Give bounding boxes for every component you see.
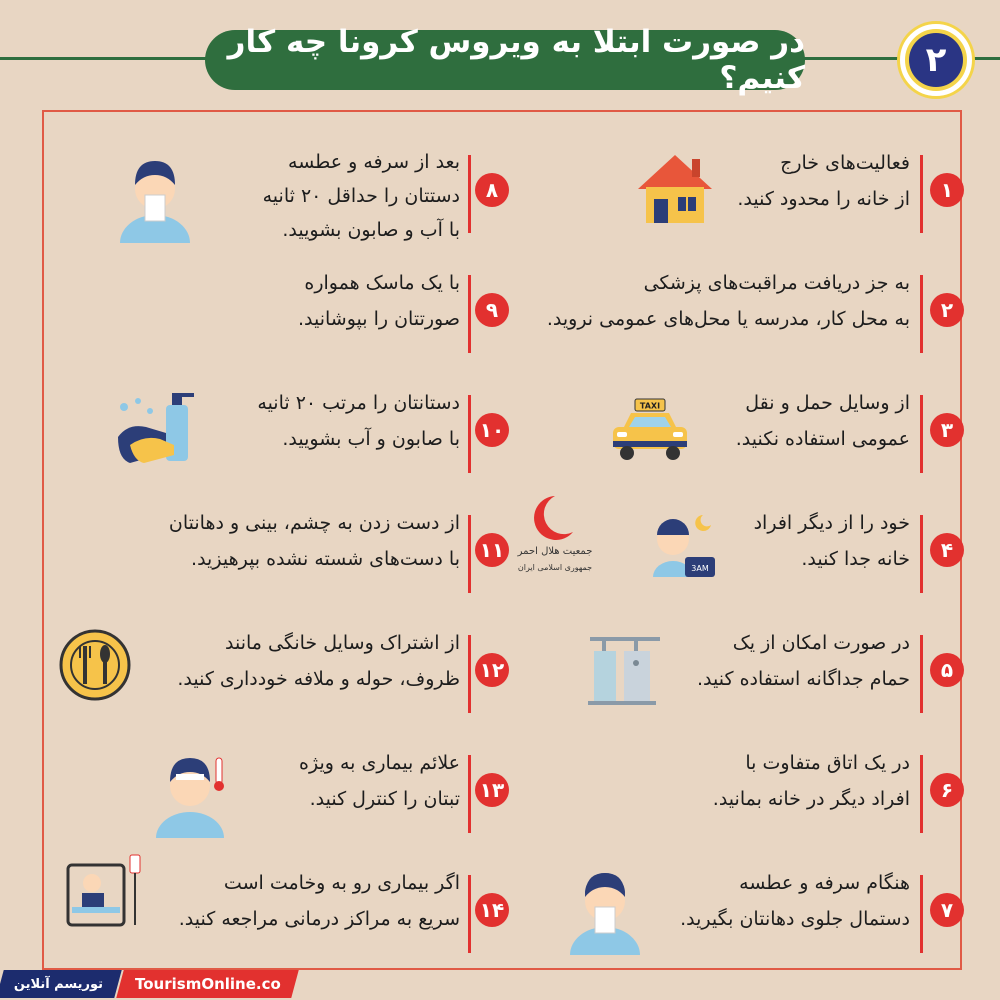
sneezing-person-icon xyxy=(110,155,200,245)
tip-number: ۱۰ xyxy=(475,413,509,447)
tip-number: ۶ xyxy=(930,773,964,807)
tip-number: ۱۳ xyxy=(475,773,509,807)
tip-divider xyxy=(468,875,471,953)
taxi-icon xyxy=(605,387,695,477)
tip-line: افراد دیگر در خانه بمانید. xyxy=(712,788,910,810)
tip-line: با دست‌های شسته نشده بپرهیزید. xyxy=(191,548,460,570)
tip-number: ۷ xyxy=(930,893,964,927)
tip-text xyxy=(177,625,460,697)
tip-divider xyxy=(920,395,923,473)
tip-divider xyxy=(468,155,471,233)
tip-line: به جز دریافت مراقبت‌های پزشکی xyxy=(643,272,910,294)
shower-icon xyxy=(580,627,670,717)
red-crescent-logo xyxy=(515,490,595,590)
tip-number: ۱۱ xyxy=(475,533,509,567)
tip-line: خود را از دیگر افراد xyxy=(753,512,910,534)
tip-item-9 xyxy=(40,265,510,375)
tip-divider xyxy=(920,635,923,713)
tip-text xyxy=(299,745,460,817)
tip-line: در صورت امکان از یک xyxy=(732,632,910,654)
tip-line: حمام جداگانه استفاده کنید. xyxy=(697,668,910,690)
tip-text xyxy=(179,865,460,937)
tip-number: ۸ xyxy=(475,173,509,207)
tip-line: دستتان را حداقل ۲۰ ثانیه xyxy=(262,185,460,207)
tip-line: دستانتان را مرتب ۲۰ ثانیه xyxy=(257,392,460,414)
hospital-bed-icon xyxy=(60,845,150,935)
svg-text:3AM: 3AM xyxy=(691,564,709,573)
tip-line: هنگام سرفه و عطسه xyxy=(739,872,910,894)
tip-item-14 xyxy=(40,865,510,975)
tip-line: عمومی استفاده نکنید. xyxy=(735,428,910,450)
tip-line: بعد از سرفه و عطسه xyxy=(288,151,460,173)
tip-line: سریع به مراکز درمانی مراجعه کنید. xyxy=(178,908,460,930)
tip-line: دستمال جلوی دهانتان بگیرید. xyxy=(680,908,910,930)
tip-item-2 xyxy=(500,265,970,375)
tip-text xyxy=(680,865,910,937)
tip-line: از خانه را محدود کنید. xyxy=(737,188,910,210)
tip-text xyxy=(257,385,460,457)
tip-line: خانه جدا کنید. xyxy=(801,548,910,570)
logo-text-2: جمهوری اسلامی ایران xyxy=(517,563,593,572)
svg-text:TAXI: TAXI xyxy=(639,401,661,411)
utensils-icon xyxy=(50,620,140,710)
tip-line: صورتتان را بپوشانید. xyxy=(297,308,460,330)
tip-item-1 xyxy=(500,145,970,255)
tip-item-11 xyxy=(40,505,510,615)
tip-line: با یک ماسک همواره xyxy=(304,272,460,294)
tip-line: در یک اتاق متفاوت با xyxy=(745,752,910,774)
tip-line: علائم بیماری به ویژه xyxy=(299,752,460,774)
section-number-badge xyxy=(900,24,972,96)
section-number: ۲ xyxy=(909,33,963,87)
tip-number: ۱۴ xyxy=(475,893,509,927)
tip-divider xyxy=(468,515,471,593)
tip-text xyxy=(263,145,460,247)
tip-line: با آب و صابون بشویید. xyxy=(282,219,460,241)
tip-divider xyxy=(920,875,923,953)
tip-text xyxy=(737,145,910,217)
tip-item-13 xyxy=(40,745,510,855)
tip-line: با صابون و آب بشویید. xyxy=(282,428,460,450)
tip-text xyxy=(754,505,910,577)
tip-divider xyxy=(920,155,923,233)
sneezing-person-icon xyxy=(560,867,650,957)
sleeping-person-icon xyxy=(645,507,735,597)
logo-text-1: جمعیت هلال احمر xyxy=(517,546,593,557)
tip-divider xyxy=(468,275,471,353)
tip-line: از اشتراک وسایل خانگی مانند xyxy=(225,632,460,654)
tip-line: فعالیت‌های خارج xyxy=(780,152,910,174)
tip-line: تبتان را کنترل کنید. xyxy=(309,788,460,810)
footer-brand-persian[interactable] xyxy=(0,970,122,998)
tip-item-6 xyxy=(500,745,970,855)
tip-text xyxy=(547,265,910,337)
footer-brand-persian-label: توریسم آنلاین xyxy=(14,976,104,992)
tip-text xyxy=(298,265,460,337)
handwash-icon xyxy=(110,387,200,477)
tip-line: از وسایل حمل و نقل xyxy=(745,392,910,414)
tip-line: از دست زدن به چشم، بینی و دهانتان xyxy=(168,512,460,534)
tip-item-3 xyxy=(500,385,970,495)
tip-item-12 xyxy=(40,625,510,735)
tip-divider xyxy=(920,515,923,593)
tip-number: ۱ xyxy=(930,173,964,207)
fever-person-icon xyxy=(150,750,240,840)
page-title-banner xyxy=(205,24,805,96)
tip-divider xyxy=(468,395,471,473)
tip-divider xyxy=(468,755,471,833)
tip-item-8 xyxy=(40,145,510,255)
page-title: در صورت ابتلا به ویروس کرونا چه کار کنیم؟ xyxy=(227,24,805,96)
footer-brand-english-label: TourismOnline.co xyxy=(134,975,281,993)
tip-number: ۱۲ xyxy=(475,653,509,687)
tip-number: ۹ xyxy=(475,293,509,327)
tip-number: ۳ xyxy=(930,413,964,447)
tip-number: ۲ xyxy=(930,293,964,327)
tip-number: ۴ xyxy=(930,533,964,567)
tip-number: ۵ xyxy=(930,653,964,687)
tip-text xyxy=(713,745,910,817)
tip-line: ظروف، حوله و ملافه خودداری کنید. xyxy=(177,668,460,690)
tip-divider xyxy=(920,275,923,353)
tip-text xyxy=(697,625,910,697)
tip-divider xyxy=(468,635,471,713)
house-icon xyxy=(630,147,720,237)
footer-brand-english[interactable] xyxy=(116,970,299,998)
tip-divider xyxy=(920,755,923,833)
tip-item-5 xyxy=(500,625,970,735)
tip-item-10 xyxy=(40,385,510,495)
footer-brand xyxy=(0,970,300,998)
tip-line: به محل کار، مدرسه یا محل‌های عمومی نروید. xyxy=(546,308,910,330)
tip-text xyxy=(736,385,910,457)
tip-item-7 xyxy=(500,865,970,975)
tip-text xyxy=(169,505,460,577)
tip-line: اگر بیماری رو به وخامت است xyxy=(223,872,460,894)
